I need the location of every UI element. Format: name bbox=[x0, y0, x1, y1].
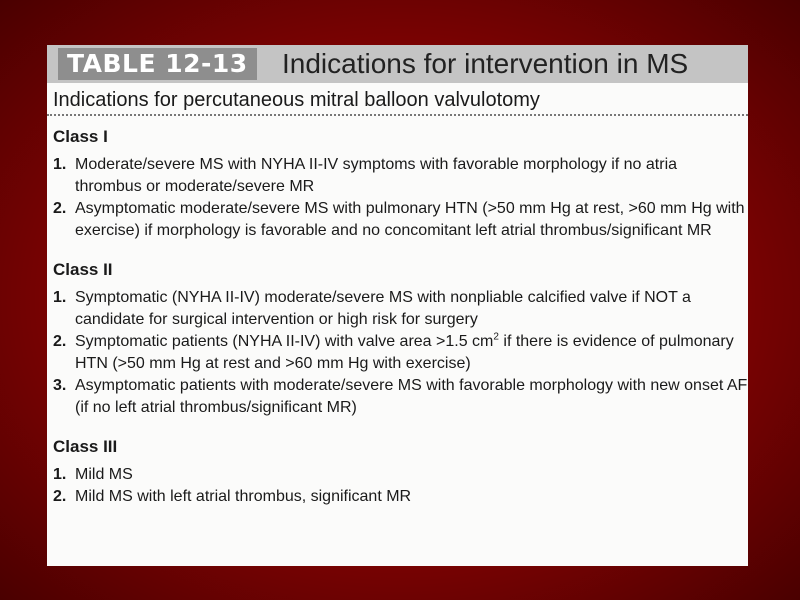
section-heading: Class III bbox=[53, 437, 118, 456]
table-title: Indications for intervention in MS bbox=[282, 48, 689, 79]
list-item bbox=[53, 375, 748, 419]
item-number: 1. bbox=[53, 156, 67, 173]
section-class-iii bbox=[53, 436, 748, 508]
list-item bbox=[53, 464, 748, 486]
list-item bbox=[53, 154, 748, 198]
item-text bbox=[75, 331, 748, 375]
list-item bbox=[53, 198, 748, 242]
item-text-part: Symptomatic patients (NYHA II-IV) with valve area >1.5 cm bbox=[75, 333, 494, 350]
section-heading: Class I bbox=[53, 127, 108, 146]
item-text: Moderate/severe MS with NYHA II-IV symptoms with favorable morphology if no atria thrombus or moderate/severe MR bbox=[75, 156, 678, 195]
list-item bbox=[53, 486, 748, 508]
item-number: 2. bbox=[53, 488, 67, 505]
section-heading: Class II bbox=[53, 260, 113, 279]
table-title-bar bbox=[47, 45, 748, 83]
item-text: Mild MS with left atrial thrombus, significant MR bbox=[75, 488, 412, 505]
list-item bbox=[53, 331, 748, 375]
table-subtitle: Indications for percutaneous mitral balloon valvulotomy bbox=[53, 89, 540, 111]
item-text-part: if there is evidence of pulmonary HTN (>50 mm Hg at rest and >60 mm Hg with exercise) bbox=[75, 333, 734, 372]
item-number: 1. bbox=[53, 466, 67, 483]
divider bbox=[47, 114, 748, 116]
list-item bbox=[53, 287, 748, 331]
item-text: Mild MS bbox=[75, 466, 133, 483]
document-page bbox=[47, 45, 748, 566]
item-text: Symptomatic (NYHA II-IV) moderate/severe MS with nonpliable calcified valve if NOT a candidate for surgical intervention or high risk for surgery bbox=[75, 289, 691, 328]
item-number: 2. bbox=[53, 200, 67, 217]
item-text: Asymptomatic moderate/severe MS with pulmonary HTN (>50 mm Hg at rest, >60 mm Hg with exercise) if morphology is favorable and no concomitant left atrial thrombus/significant MR bbox=[75, 200, 745, 239]
section-class-ii bbox=[53, 259, 748, 419]
superscript: 2 bbox=[493, 331, 499, 343]
table-number-label: TABLE 12-13 bbox=[58, 48, 257, 80]
section-class-i bbox=[53, 126, 748, 242]
item-number: 2. bbox=[53, 333, 67, 350]
item-number: 3. bbox=[53, 377, 67, 394]
item-number: 1. bbox=[53, 289, 67, 306]
table-content bbox=[53, 126, 748, 516]
item-text: Asymptomatic patients with moderate/severe MS with favorable morphology with new onset AF (if no left atrial thrombus/significant MR) bbox=[75, 377, 748, 416]
